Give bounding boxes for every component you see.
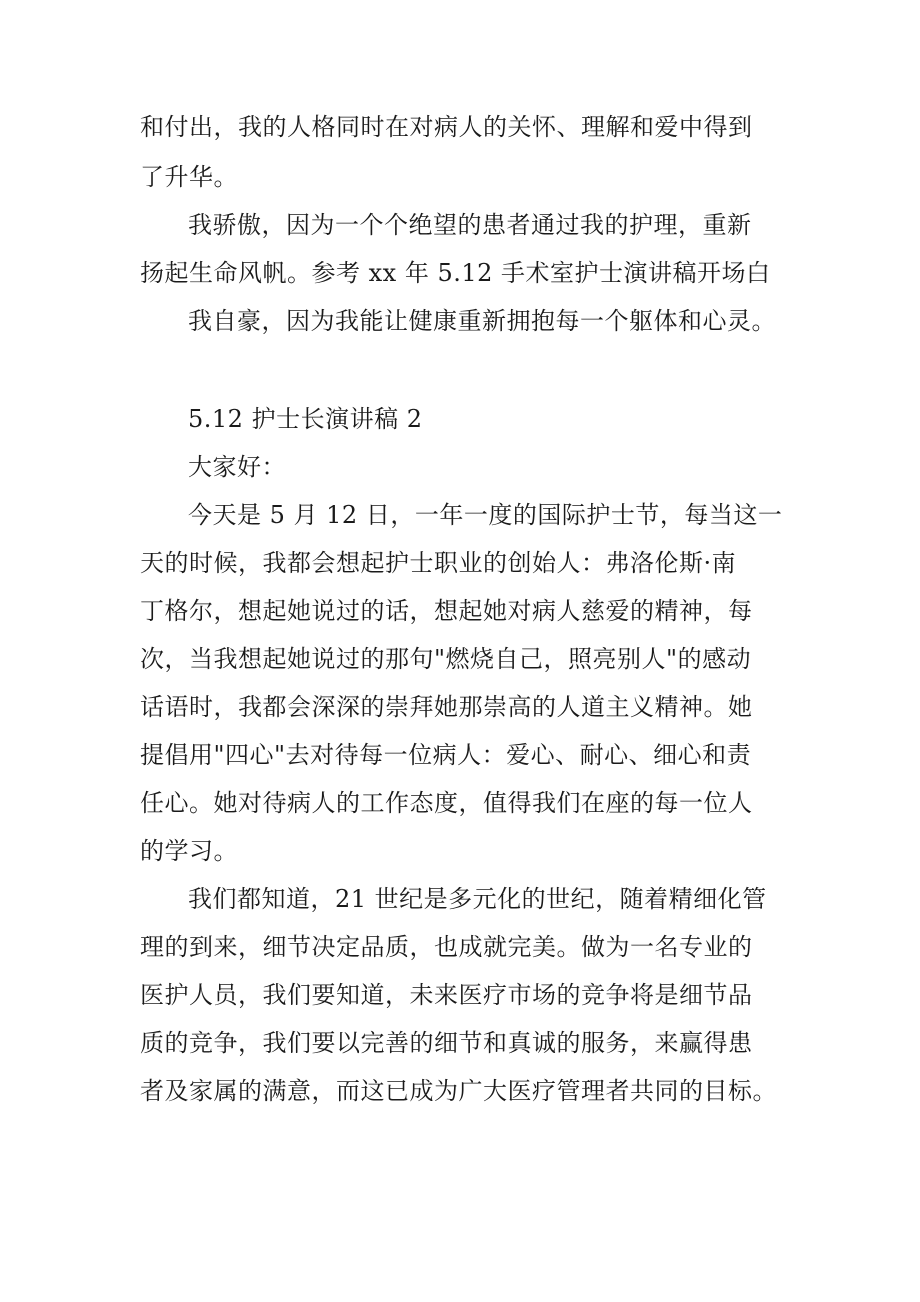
paragraph-line: 我自豪，因为我能让健康重新拥抱每一个躯体和心灵。 <box>188 307 776 335</box>
paragraph-line: 了升华。 <box>140 163 238 191</box>
paragraph-line: 次，当我想起她说过的那句"燃烧自己，照亮别人"的感动 <box>140 645 752 673</box>
paragraph-line: 和付出，我的人格同时在对病人的关怀、理解和爱中得到 <box>140 113 753 141</box>
paragraph-line: 的学习。 <box>140 837 238 865</box>
paragraph-line: 医护人员，我们要知道，未来医疗市场的竞争将是细节品 <box>140 981 753 1009</box>
paragraph-line: 任心。她对待病人的工作态度，值得我们在座的每一位人 <box>140 789 753 817</box>
paragraph-line: 者及家属的满意，而这已成为广大医疗管理者共同的目标。 <box>140 1077 777 1105</box>
paragraph-line: 提倡用"四心"去对待每一位病人：爱心、耐心、细心和责 <box>140 741 752 769</box>
paragraph-line: 话语时，我都会深深的崇拜她那崇高的人道主义精神。她 <box>140 693 753 721</box>
section-heading: 5.12 护士长演讲稿 2 <box>188 405 423 433</box>
greeting-line: 大家好： <box>188 453 286 481</box>
paragraph-line: 理的到来，细节决定品质，也成就完美。做为一名专业的 <box>140 933 753 961</box>
paragraph-line: 天的时候，我都会想起护士职业的创始人：弗洛伦斯·南 <box>140 549 737 577</box>
paragraph-line: 我骄傲，因为一个个绝望的患者通过我的护理，重新 <box>188 211 752 239</box>
paragraph-line: 今天是 5 月 12 日，一年一度的国际护士节，每当这一 <box>188 501 783 529</box>
paragraph-line: 丁格尔，想起她说过的话，想起她对病人慈爱的精神，每 <box>140 597 753 625</box>
paragraph-line: 扬起生命风帆。参考 xx 年 5.12 手术室护士演讲稿开场白 <box>140 259 771 287</box>
paragraph-line: 质的竞争，我们要以完善的细节和真诚的服务，来赢得患 <box>140 1029 753 1057</box>
paragraph-line: 我们都知道，21 世纪是多元化的世纪，随着精细化管 <box>188 885 767 913</box>
